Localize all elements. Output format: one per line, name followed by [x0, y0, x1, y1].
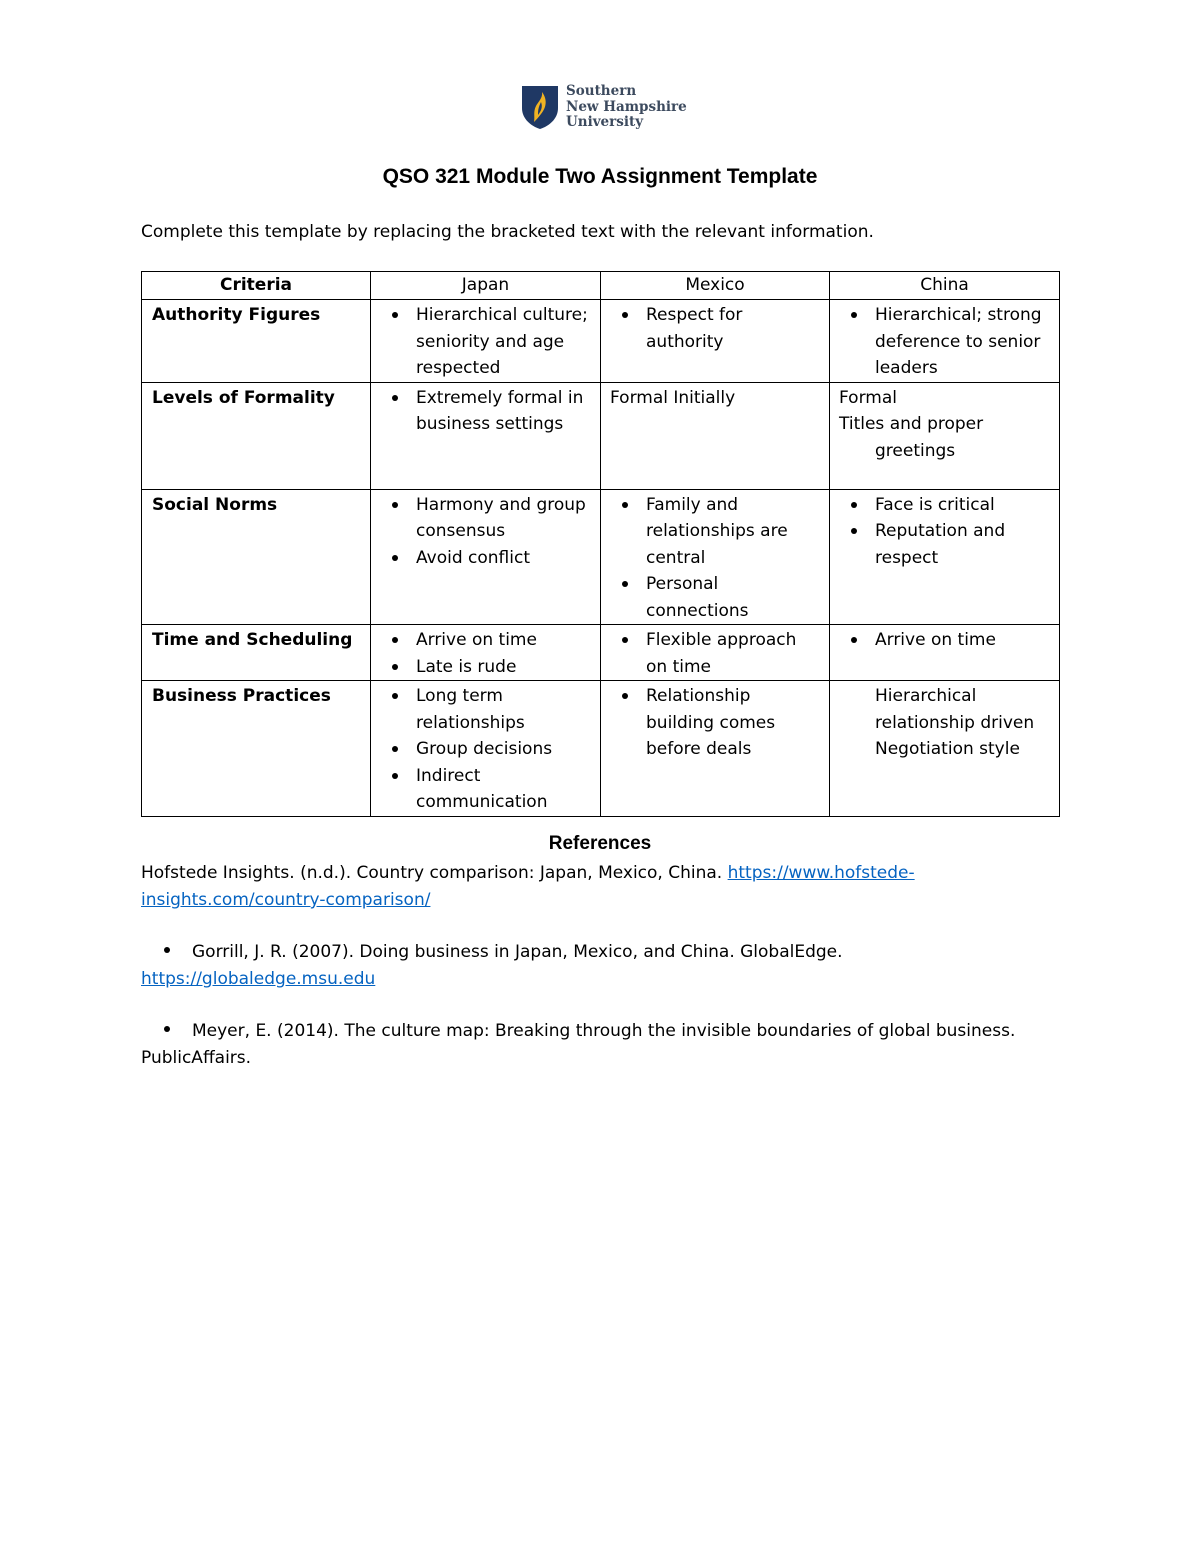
table-row [142, 625, 1060, 681]
table-row [142, 681, 1060, 817]
cell-japan [371, 300, 601, 383]
list-item: Late is rude [380, 654, 591, 681]
list-item: Flexible approach on time [610, 627, 820, 680]
reference-1 [141, 860, 1061, 914]
cell-text: Negotiation style [875, 739, 1020, 759]
header-criteria: Criteria [142, 272, 371, 300]
cell-mexico [601, 300, 830, 383]
list-item: Family and relationships are central [610, 492, 820, 572]
header-mexico: Mexico [601, 272, 830, 300]
list-item: Arrive on time [380, 627, 591, 654]
references-heading: References [548, 833, 652, 854]
logo-line-3: University [566, 114, 644, 130]
logo-wordmark [566, 84, 687, 131]
table-header-row [142, 272, 1060, 300]
table-row [142, 382, 1060, 489]
row-label: Authority Figures [142, 300, 371, 383]
cell-text: Hierarchical relationship driven [875, 686, 1035, 733]
list-item: Respect for authority [610, 302, 820, 355]
intro-text: Complete this template by replacing the bracketed text with the relevant information. [141, 222, 874, 242]
reference-link[interactable]: https://globaledge.msu.edu [141, 969, 376, 989]
list-item: Face is critical [839, 492, 1050, 519]
page-title: QSO 321 Module Two Assignment Template [382, 165, 818, 188]
shield-flame-icon [520, 84, 560, 130]
header-japan: Japan [371, 272, 601, 300]
criteria-table [141, 271, 1060, 817]
list-item: Extremely formal in business settings [380, 385, 591, 438]
reference-text: Meyer, E. (2014). The culture map: Breaking through the invisible boundaries of global business. [192, 1021, 1016, 1041]
list-item: Group decisions [380, 736, 591, 763]
list-item: Long term relationships [380, 683, 591, 736]
cell-china [830, 300, 1060, 383]
reference-2 [141, 939, 1061, 993]
row-label: Levels of Formality [142, 382, 371, 489]
cell-japan [371, 382, 601, 489]
cell-china [830, 681, 1060, 817]
list-item: Avoid conflict [380, 545, 591, 572]
reference-text: Hofstede Insights. (n.d.). Country comparison: Japan, Mexico, China. [141, 863, 728, 883]
list-item: Hierarchical; strong deference to senior leaders [839, 302, 1050, 382]
bullet-icon [164, 1026, 170, 1032]
reference-3 [141, 1018, 1061, 1072]
reference-text: PublicAffairs. [141, 1048, 252, 1068]
list-item: Indirect communication [380, 763, 591, 816]
list-item: Reputation and respect [839, 518, 1050, 571]
list-item: Hierarchical culture; seniority and age respected [380, 302, 591, 382]
list-item: Relationship building comes before deals [610, 683, 820, 763]
reference-text: Gorrill, J. R. (2007). Doing business in Japan, Mexico, and China. GlobalEdge. [192, 942, 843, 962]
list-item: Personal connections [610, 571, 820, 624]
cell-china [830, 382, 1060, 489]
cell-china [830, 489, 1060, 625]
cell-text: Titles and proper [839, 414, 984, 434]
bullet-icon [164, 947, 170, 953]
cell-japan [371, 681, 601, 817]
cell-mexico [601, 681, 830, 817]
cell-mexico [601, 382, 830, 489]
logo-line-2: New Hampshire [566, 98, 687, 115]
cell-japan [371, 625, 601, 681]
cell-text: greetings [875, 440, 956, 461]
cell-japan [371, 489, 601, 625]
cell-mexico [601, 625, 830, 681]
header-china: China [830, 272, 1060, 300]
cell-text: Formal [839, 387, 897, 408]
list-item: Harmony and group consensus [380, 492, 591, 545]
cell-china [830, 625, 1060, 681]
row-label: Social Norms [142, 489, 371, 625]
list-item: Arrive on time [839, 627, 1050, 654]
reference-link[interactable]: insights.com/country-comparison/ [141, 890, 431, 910]
row-label: Business Practices [142, 681, 371, 817]
table-row [142, 300, 1060, 383]
row-label: Time and Scheduling [142, 625, 371, 681]
logo-line-1: Southern [566, 83, 637, 99]
cell-text: Formal Initially [610, 387, 736, 408]
cell-mexico [601, 489, 830, 625]
reference-link[interactable]: https://www.hofstede- [727, 863, 915, 883]
table-row [142, 489, 1060, 625]
university-logo [520, 84, 687, 131]
